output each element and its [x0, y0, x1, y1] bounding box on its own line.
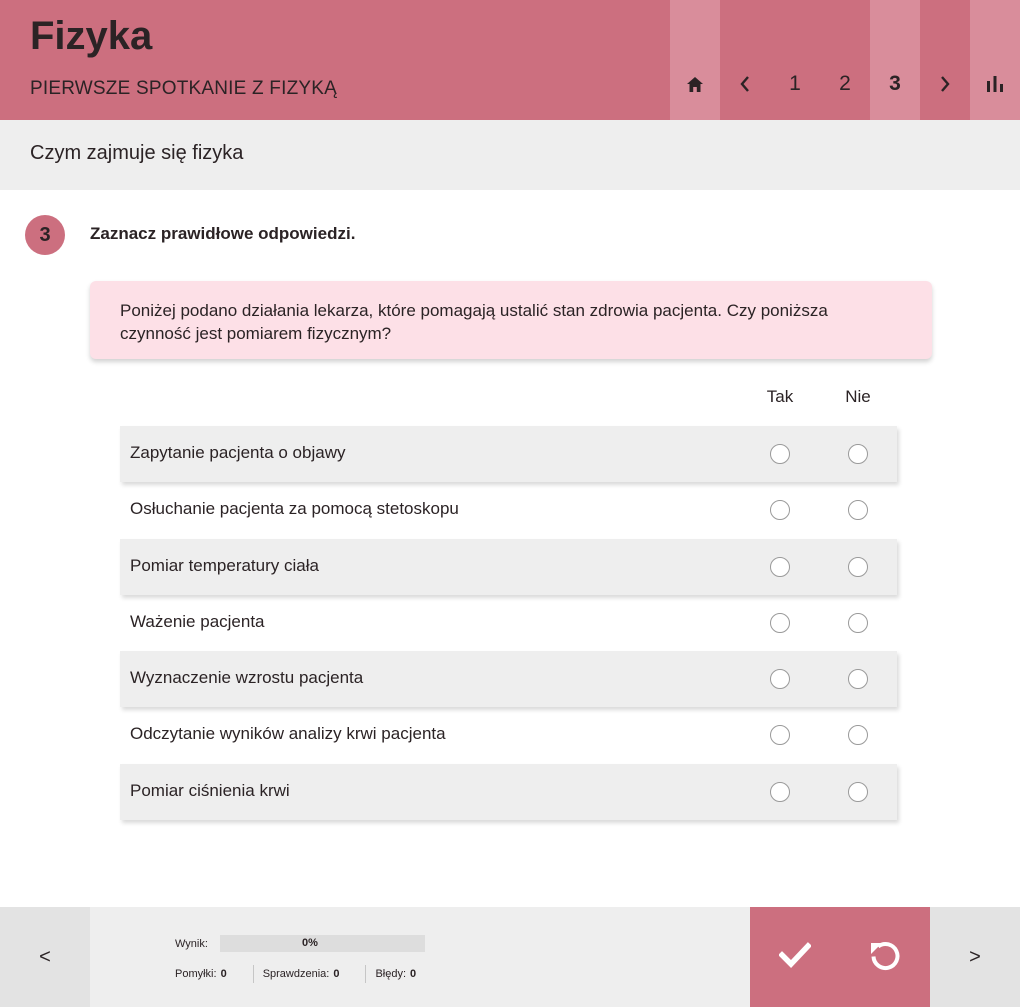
divider — [365, 965, 366, 983]
prev-page-button[interactable] — [720, 0, 770, 120]
radio-nie[interactable] — [848, 669, 868, 689]
radio-tak[interactable] — [770, 557, 790, 577]
radio-nie[interactable] — [848, 725, 868, 745]
radio-nie[interactable] — [848, 500, 868, 520]
score-label: Wynik: — [175, 938, 208, 950]
table-row — [120, 595, 897, 651]
home-button[interactable] — [670, 0, 720, 120]
question-box: Poniżej podano działania lekarza, które pomagają ustalić stan zdrowia pacjenta. Czy poniższa czynność jest pomiarem fizycznym? — [90, 281, 932, 359]
radio-nie[interactable] — [848, 782, 868, 802]
footer — [0, 907, 1020, 1007]
checkmark-icon — [779, 942, 811, 973]
bar-chart-icon — [987, 76, 1003, 92]
table-row — [120, 707, 897, 763]
divider — [253, 965, 254, 983]
mistakes-label: Pomyłki: — [175, 968, 217, 980]
stats-button[interactable] — [970, 0, 1020, 120]
task-number-badge: 3 — [25, 215, 65, 255]
home-icon — [687, 77, 703, 92]
answer-table — [120, 426, 897, 820]
row-label: Pomiar temperatury ciała — [130, 555, 319, 575]
page-1-button[interactable]: 1 — [789, 72, 801, 95]
errors-label: Błędy: — [375, 968, 407, 980]
page-subtitle: PIERWSZE SPOTKANIE Z FIZYKĄ — [30, 78, 337, 99]
table-row — [120, 539, 897, 595]
row-label: Ważenie pacjenta — [130, 611, 265, 631]
errors-value: 0 — [410, 968, 417, 980]
radio-tak[interactable] — [770, 782, 790, 802]
section-title: Czym zajmuje się fizyka — [30, 142, 244, 164]
radio-nie[interactable] — [848, 613, 868, 633]
column-header-nie: Nie — [845, 387, 871, 406]
next-page-button[interactable] — [920, 0, 970, 120]
row-label: Zapytanie pacjenta o objawy — [130, 443, 346, 462]
radio-tak[interactable] — [770, 669, 790, 689]
mistakes-value: 0 — [220, 968, 227, 980]
errors-stat — [375, 965, 416, 983]
radio-tak[interactable] — [770, 725, 790, 745]
row-label: Odczytanie wyników analizy krwi pacjenta — [130, 724, 446, 744]
prev-task-button[interactable]: < — [0, 907, 90, 1007]
column-header-tak: Tak — [766, 387, 794, 406]
table-row — [120, 482, 897, 538]
radio-tak[interactable] — [770, 500, 790, 520]
next-task-button[interactable]: > — [930, 907, 1020, 1007]
stats-line — [175, 965, 416, 983]
table-row — [120, 426, 897, 482]
mistakes-stat — [175, 965, 227, 983]
section-bar — [0, 120, 1020, 190]
checks-stat — [263, 965, 340, 983]
page-2-button[interactable]: 2 — [839, 72, 851, 95]
reset-icon — [869, 939, 901, 976]
table-row — [120, 651, 897, 707]
page-title: Fizyka — [30, 14, 153, 58]
radio-nie[interactable] — [848, 444, 868, 464]
chevron-left-icon — [740, 76, 750, 92]
row-label: Osłuchanie pacjenta za pomocą stetoskopu — [130, 499, 459, 519]
page-3-button[interactable]: 3 — [870, 0, 920, 120]
checks-label: Sprawdzenia: — [262, 968, 330, 980]
radio-tak[interactable] — [770, 613, 790, 633]
reset-button[interactable] — [840, 907, 930, 1007]
row-label: Pomiar ciśnienia krwi — [130, 780, 290, 800]
radio-tak[interactable] — [770, 444, 790, 464]
header — [0, 0, 1020, 120]
score-progress-bar — [220, 935, 425, 952]
row-label: Wyznaczenie wzrostu pacjenta — [130, 668, 364, 688]
top-navigation — [670, 0, 1020, 120]
checks-value: 0 — [333, 968, 340, 980]
table-row — [120, 764, 897, 820]
check-button[interactable] — [750, 907, 840, 1007]
chevron-right-icon — [940, 76, 950, 92]
score-value: 0% — [302, 937, 318, 949]
radio-nie[interactable] — [848, 557, 868, 577]
task-instruction: Zaznacz prawidłowe odpowiedzi. — [90, 224, 356, 243]
